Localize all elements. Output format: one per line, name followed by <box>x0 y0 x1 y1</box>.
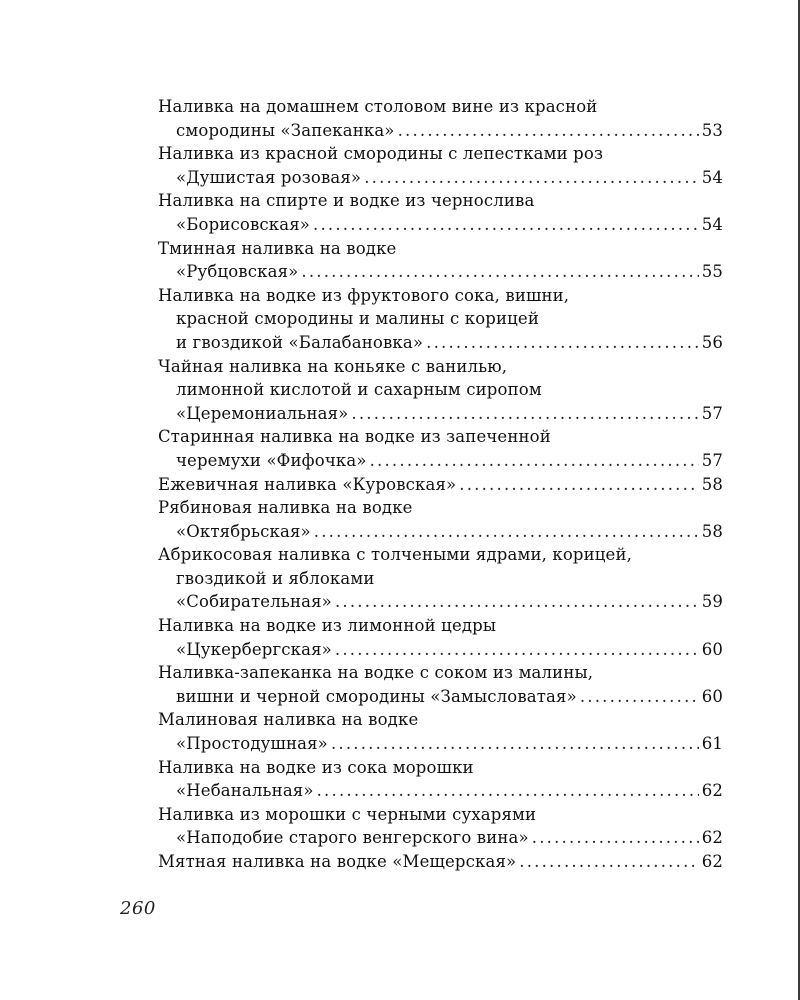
toc-page-number: 61 <box>701 734 723 754</box>
toc-page-number: 55 <box>701 262 723 282</box>
toc-page-number: 53 <box>701 120 723 140</box>
toc-entry-final-line <box>158 826 723 850</box>
toc-page-number: 60 <box>701 639 723 659</box>
dot-leader <box>314 520 699 544</box>
dot-leader <box>301 260 698 284</box>
toc-entry[interactable] <box>158 142 723 189</box>
toc-entry-title-line: Абрикосовая наливка с толчеными ядрами, корицей, <box>158 545 633 565</box>
toc-entry-final-line <box>158 473 723 497</box>
dot-leader <box>580 685 699 709</box>
toc-entry[interactable] <box>158 661 723 708</box>
toc-entry[interactable] <box>158 543 723 614</box>
dot-leader <box>313 213 699 237</box>
toc-entry-title-line: красной смородины и малины с корицей <box>176 309 539 329</box>
toc-entry[interactable] <box>158 756 723 803</box>
toc-entry-title-line: Наливка на водке из фруктового сока, вишни, <box>158 285 570 305</box>
dot-leader <box>331 732 699 756</box>
toc-entry-final-line <box>158 779 723 803</box>
toc-entry-final-line <box>158 590 723 614</box>
toc-entry[interactable] <box>158 496 723 543</box>
toc-page-number: 62 <box>701 852 723 871</box>
toc-entry-final-line <box>158 119 723 143</box>
toc-entry-title-line: Рябиновая наливка на водке <box>158 498 413 518</box>
toc-page-number: 57 <box>701 450 723 470</box>
toc-page-number: 62 <box>701 828 723 848</box>
toc-entry-title-line: Чайная наливка на коньяке с ванилью, <box>158 356 508 376</box>
toc-entry-title-line: «Октябрьская» <box>176 521 311 541</box>
toc-entry-title-line: Наливка-запеканка на водке с соком из малины, <box>158 663 594 683</box>
page-number: 260 <box>120 898 156 919</box>
toc-entry-title-line: Наливка на водке из лимонной цедры <box>158 616 497 636</box>
toc-page-number: 58 <box>701 474 723 494</box>
toc-entry-title-line: Мятная наливка на водке «Мещерская» <box>158 852 517 871</box>
toc-entry-title-line: черемухи «Фифочка» <box>176 450 367 470</box>
toc-entry[interactable] <box>158 355 723 426</box>
toc-entry[interactable] <box>158 425 723 472</box>
dot-leader <box>398 119 699 143</box>
toc-entry-final-line <box>158 520 723 544</box>
toc-page-number: 59 <box>701 592 723 612</box>
toc-entry-title-line: «Рубцовская» <box>176 262 299 282</box>
toc-entry-title-line: Старинная наливка на водке из запеченной <box>158 427 551 447</box>
dot-leader <box>351 402 698 426</box>
toc-entry-title-line: «Собирательная» <box>176 592 332 612</box>
toc-entry[interactable] <box>158 803 723 850</box>
toc-entry[interactable] <box>158 473 723 497</box>
dot-leader <box>459 473 698 497</box>
toc-entry-final-line <box>158 260 723 284</box>
toc-entry-final-line <box>158 732 723 756</box>
dot-leader <box>519 850 698 874</box>
toc-page-number: 57 <box>701 403 723 423</box>
toc-entry[interactable] <box>158 284 723 355</box>
toc-page-number: 60 <box>701 686 723 706</box>
dot-leader <box>317 779 699 803</box>
toc-entry[interactable] <box>158 708 723 755</box>
toc-entry-final-line <box>158 213 723 237</box>
toc-entry[interactable] <box>158 95 723 142</box>
dot-leader <box>335 590 699 614</box>
table-of-contents <box>158 95 723 874</box>
dot-leader <box>532 826 699 850</box>
toc-entry-title-line: Наливка из красной смородины с лепестками роз <box>158 144 604 164</box>
toc-entry-title-line: Наливка на водке из сока морошки <box>158 757 474 777</box>
toc-entry[interactable] <box>158 850 723 874</box>
toc-entry-final-line <box>158 685 723 709</box>
toc-entry-final-line <box>158 850 723 874</box>
toc-page-number: 58 <box>701 521 723 541</box>
toc-entry-final-line <box>158 331 723 355</box>
dot-leader <box>426 331 699 355</box>
toc-entry-title-line: гвоздикой и яблоками <box>176 568 375 588</box>
toc-entry-title-line: Тминная наливка на водке <box>158 238 397 258</box>
toc-entry-title-line: Наливка из морошки с черными сухарями <box>158 804 537 824</box>
toc-entry-title-line: «Наподобие старого венгерского вина» <box>176 828 529 848</box>
toc-entry-title-line: вишни и черной смородины «Замысловатая» <box>176 686 577 706</box>
toc-entry-title-line: и гвоздикой «Балабановка» <box>176 332 424 352</box>
toc-page-number: 54 <box>701 214 723 234</box>
toc-entry-title-line: Ежевичная наливка «Куровская» <box>158 474 457 494</box>
toc-entry-title-line: Наливка на домашнем столовом вине из красной <box>158 97 598 116</box>
toc-entry[interactable] <box>158 189 723 236</box>
toc-entry-title-line: «Душистая розовая» <box>176 167 362 187</box>
dot-leader <box>335 638 699 662</box>
toc-entry-title-line: «Борисовская» <box>176 214 311 234</box>
toc-entry-final-line <box>158 402 723 426</box>
toc-entry-title-line: Наливка на спирте и водке из чернослива <box>158 191 535 211</box>
toc-entry[interactable] <box>158 237 723 284</box>
toc-entry-title-line: «Простодушная» <box>176 734 328 754</box>
toc-entry-title-line: лимонной кислотой и сахарным сиропом <box>176 380 542 400</box>
toc-entry[interactable] <box>158 614 723 661</box>
toc-entry-title-line: смородины «Запеканка» <box>176 120 395 140</box>
toc-page-number: 56 <box>701 332 723 352</box>
toc-entry-title-line: «Церемониальная» <box>176 403 349 423</box>
toc-entry-final-line <box>158 449 723 473</box>
dot-leader <box>370 449 699 473</box>
toc-entry-title-line: «Цукербергская» <box>176 639 332 659</box>
toc-page-number: 54 <box>701 167 723 187</box>
toc-entry-final-line <box>158 638 723 662</box>
toc-page-number: 62 <box>701 781 723 801</box>
toc-entry-final-line <box>158 166 723 190</box>
toc-entry-title-line: «Небанальная» <box>176 781 314 801</box>
dot-leader <box>364 166 699 190</box>
toc-entry-title-line: Малиновая наливка на водке <box>158 710 419 730</box>
